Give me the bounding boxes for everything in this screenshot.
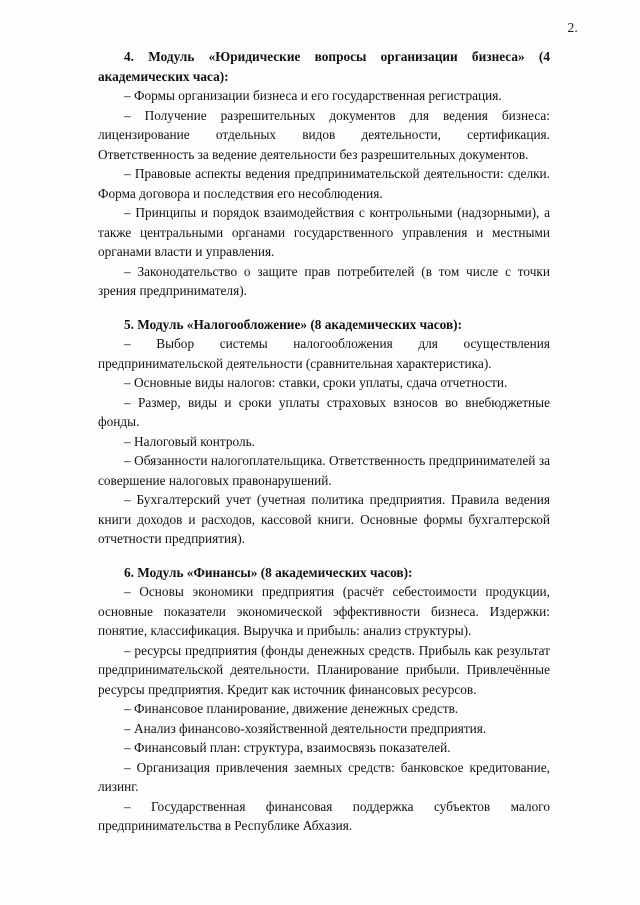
page-number: 2. xyxy=(567,20,578,35)
list-item: – Размер, виды и сроки уплаты страховых взносов во внебюджетные фонды. xyxy=(98,394,550,429)
section-heading: 5. Модуль «Налогообложение» (8 академических часов): xyxy=(124,316,462,332)
list-item: – Законодательство о защите прав потребителей (в том числе с точки зрения предпринимателя). xyxy=(98,263,550,298)
list-item: – Основы экономики предприятия (расчёт себестоимости продукции, основные показатели экономической эффективности бизнеса. Издержки: понятие, классификация. Выручка и прибыль: анализ структуры). xyxy=(98,584,550,638)
section-module-4 xyxy=(98,47,550,301)
list-item: – Формы организации бизнеса и его государственная регистрация. xyxy=(124,88,502,103)
list-item: – Обязанности налогоплательщика. Ответственность предпринимателей за совершение налоговых правонарушений. xyxy=(98,453,550,488)
list-item: – Налоговый контроль. xyxy=(124,433,255,449)
list-item: – Выбор системы налогообложения для осуществления предпринимательской деятельности (сравнительная характеристика). xyxy=(98,336,550,371)
list-item: – Анализ финансово-хозяйственной деятельности предприятия. xyxy=(124,720,487,736)
section-module-6 xyxy=(98,563,550,836)
list-item: – Организация привлечения заемных средств: банковское кредитование, лизинг. xyxy=(98,759,550,794)
document-body xyxy=(98,47,550,836)
list-item: – Финансовый план: структура, взаимосвязь показателей. xyxy=(124,740,451,755)
list-item: – Бухгалтерский учет (учетная политика предприятия. Правила ведения книги доходов и расходов, кассовой книги. Основные формы бухгалтерской отчетности предприятия). xyxy=(98,492,550,546)
section-heading: 6. Модуль «Финансы» (8 академических часов): xyxy=(124,564,413,580)
list-item: – Получение разрешительных документов для ведения бизнеса: лицензирование отдельных видов деятельности, сертификация. Ответственность за ведение деятельности без разрешительных документов. xyxy=(98,107,550,162)
list-item: – ресурсы предприятия (фонды денежных средств. Прибыль как результат предпринимательской деятельности. Планирование прибыли. Привлечённые ресурсы предприятия. Кредит как источник финансовых ресурсов. xyxy=(98,642,550,697)
list-item: – Государственная финансовая поддержка субъектов малого предпринимательства в Республике Абхазия. xyxy=(98,798,550,833)
list-item: – Правовые аспекты ведения предпринимательской деятельности: сделки. Форма договора и последствия его несоблюдения. xyxy=(98,166,550,201)
section-heading: 4. Модуль «Юридические вопросы организации бизнеса» (4 академических часа): xyxy=(98,49,550,84)
list-item: – Принципы и порядок взаимодействия с контрольными (надзорными), а также центральными органами государственного управления и местными органами власти и управления. xyxy=(98,205,550,259)
section-module-5 xyxy=(98,315,550,549)
list-item: – Основные виды налогов: ставки, сроки уплаты, сдача отчетности. xyxy=(124,375,508,390)
list-item: – Финансовое планирование, движение денежных средств. xyxy=(124,701,459,716)
